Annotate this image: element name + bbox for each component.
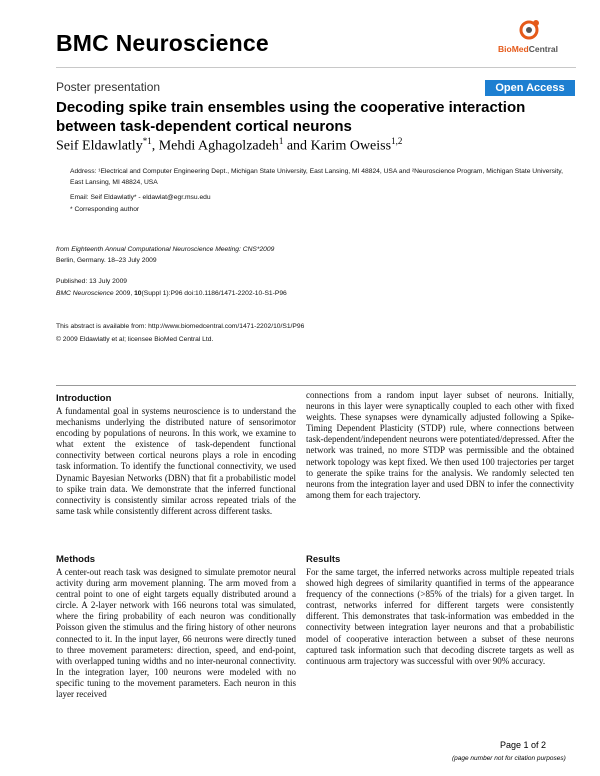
author-name[interactable]: Mehdi Aghagolzadeh — [158, 138, 279, 154]
author-name[interactable]: Karim Oweiss — [310, 138, 392, 154]
author-email[interactable]: Email: Seif Eldawlatly* - eldawlat@egr.msu.edu — [70, 194, 211, 201]
author-affiliation: 1,2 — [391, 136, 403, 146]
citation-journal: BMC Neuroscience — [56, 290, 114, 297]
results-text: For the same target, the inferred networks across multiple repeated trials showed high degrees of similarity quantified in terms of the appearance frequency of the connections (>85% of the trials) for a given target. In contrast, networks inferred for different targets were consistently different. This demonstrates that task-information was embedded in the connectivity between integration layer neurons and that a probabilistic model of cooperative interaction between a subset of these neurons captured task information such that decoding discrete targets as well as continuous arm trajectory was successful with over 90% accuracy. — [306, 567, 574, 666]
page-number-note: (page number not for citation purposes) — [452, 755, 566, 762]
journal-title: BMC Neuroscience — [56, 30, 269, 56]
logo-text-biomed: BioMed — [498, 44, 529, 54]
citation-year: 2009, — [113, 290, 135, 297]
article-type: Poster presentation — [56, 80, 161, 94]
methods-continuation — [306, 390, 574, 501]
author-separator: , — [151, 138, 159, 154]
biomed-central-logo[interactable] — [496, 18, 560, 58]
page-number: Page 1 of 2 — [500, 740, 547, 750]
open-access-badge[interactable]: Open Access — [485, 80, 575, 96]
copyright-notice: © 2009 Eldawlatly et al; licensee BioMed Central Ltd. — [56, 336, 214, 343]
author-affiliation: 1 — [278, 136, 284, 146]
article-title: Decoding spike train ensembles using the cooperative interaction between task-dependent cortical neurons — [56, 99, 526, 135]
introduction-heading: Introduction — [56, 393, 112, 404]
author-name[interactable]: Seif Eldawlatly — [56, 138, 143, 154]
author-separator: and — [283, 138, 311, 154]
biomed-logo-icon — [514, 18, 544, 42]
citation-line — [56, 288, 287, 299]
author-affiliation: *1 — [142, 136, 152, 146]
author-address: Address: ¹Electrical and Computer Engineering Dept., Michigan State University, East Lansing, MI 48824, USA and ²Neuroscience Program, Michigan State University, East Lansing, MI 48824, USA — [70, 168, 563, 186]
availability-url[interactable]: This abstract is available from: http://www.biomedcentral.com/1471-2202/10/S1/P96 — [56, 323, 305, 330]
methods-section — [56, 554, 296, 700]
header-divider — [56, 67, 576, 68]
meeting-location: Berlin, Germany. 18–23 July 2009 — [56, 257, 157, 264]
methods-heading: Methods — [56, 554, 96, 565]
logo-text-central: Central — [528, 44, 558, 54]
corresponding-author-note: * Corresponding author — [70, 206, 140, 213]
logo-text — [496, 44, 560, 54]
results-heading: Results — [306, 554, 341, 565]
results-section — [306, 554, 574, 667]
methods-text: A center-out reach task was designed to simulate premotor neural activity during arm movement planning. The arm moved from a central point to one of eight targets equally distributed around a circle. A 2-layer network with 166 neurons total was simulated, where the firing probability of each neuron was conditionally Poisson given the stimulus and the firing history of other neurons connected to it. In the input layer, 66 neurons were directly tuned to three movement parameters: direction, speed, and end-point, with overlapped tuning widths and no inter-neuronal connectivity. In the integration layer, 100 neurons were modeled with no specific tuning to the movement parameters. Each neuron in this layer received — [56, 567, 296, 700]
introduction-text: A fundamental goal in systems neuroscience is to understand the mechanisms underlying the distributed nature of sensorimotor encoding by populations of neurons. In this work, we examine to what extent the existence of task-dependent functional connectivity between cortical neurons plays a role in encoding task information. To identify the functional connectivity, we used Dynamic Bayesian Networks (DBN) that fit a probabilistic model to spike train data. We demonstrate that the inferred functional connectivity is consistently similar across repeated trials of the same task while consistently different across different tasks. — [56, 406, 296, 516]
meeting-info — [56, 244, 316, 266]
published-date: Published: 13 July 2009 — [56, 278, 128, 285]
body-divider — [56, 385, 576, 386]
citation-doi[interactable]: (Suppl 1):P96 doi:10.1186/1471-2202-10-S1-P96 — [141, 290, 287, 297]
introduction-section — [56, 393, 296, 517]
citation-volume: 10 — [134, 290, 142, 297]
meeting-name: from Eighteenth Annual Computational Neuroscience Meeting: CNS*2009 — [56, 246, 275, 253]
methods-continuation-text: connections from a random input layer subset of neurons. Initially, neurons in this layer were synaptically coupled to each other with fixed weights. These synapses were dynamically adjusted following a Spike-Timing Dependent Plasticity (STDP) rule, where connections between task-dependent/independent neurons were potentiated/depressed. After the network was trained, no more STDP was permissible and the obtained network topology was kept fixed. We then used 100 trajectories per target to generate the spike trains for the analysis. We randomly selected ten neurons from the integration layer and used DBN to infer the connectivity among them for each trajectory. — [306, 390, 574, 500]
author-list — [56, 136, 402, 155]
